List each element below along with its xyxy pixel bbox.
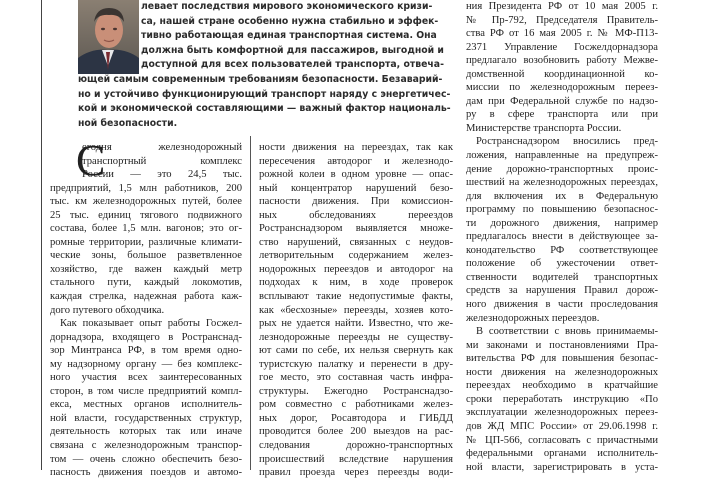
intro-line: ной безопасности. [78, 117, 178, 129]
text-line: летворительным содержанием желез- [259, 250, 453, 262]
text-line: ромные территории, различные климати- [50, 236, 242, 248]
text-line: дорнадзора, входящего в Ространснад- [50, 331, 242, 343]
intro-line: са, нашей стране особенно нужна стабильно и эффек- [141, 15, 439, 27]
text-line: пасность движения поездов и автомо- [50, 467, 242, 479]
text-line: положение об ужесточении ответ- [466, 258, 658, 270]
text-line: для включения их в Федеральную [466, 190, 658, 202]
text-line: Как показывает опыт работы Госжел- [60, 318, 242, 330]
column-divider-rule [250, 136, 251, 470]
text-line: транспортный комплекс [82, 155, 242, 167]
drop-cap-letter: С [76, 136, 106, 185]
text-line: стального пути, каждый локомотив, [50, 277, 242, 289]
text-line: средств за нарушения Правил дорож- [466, 285, 658, 297]
text-line: ство нарушений, связанных с неудов- [259, 236, 453, 248]
text-line: ческие зоны, большое разветвленное [50, 250, 242, 262]
text-line: том — очень сложно обеспечить безо- [50, 453, 242, 465]
text-line: ности движения на переездах, так как [259, 142, 453, 153]
text-line: рых не удается найти. Известно, что же- [259, 318, 453, 330]
text-line: ного участия всех заинтересованных [50, 372, 242, 384]
text-line: деятельность которых так или иначе [50, 426, 242, 438]
text-line: железнодорожных переездов. [466, 312, 600, 324]
intro-line: должна быть комфортной для пассажиров, выгодной и [141, 44, 444, 56]
text-line: дам при Федеральной службе по надзо- [466, 95, 658, 107]
text-line: ной власти, государственных структур, [50, 412, 242, 424]
text-line: предприятий, 1,5 млн работников, 200 [50, 182, 242, 194]
text-line: сторон, в том числе предприятий компл- [50, 385, 242, 397]
text-line: № ЦП-566, согласовать с причастными [466, 434, 658, 446]
text-line: подходах к ним, в ходе проверок [259, 277, 453, 289]
text-line: ми законами и постановлениями Пра- [466, 339, 658, 351]
text-line: переездах необходимо в кратчайшие [466, 380, 658, 392]
intro-line: ющей самым современным требованиям безопасности. Безаварий- [78, 73, 443, 85]
text-line: 2371 Управление Госжелдорнадзора [466, 41, 658, 53]
text-line: вительства РФ для повышения безопас- [466, 353, 658, 365]
text-line: хозяйство, где важен каждый метр [50, 263, 242, 275]
text-line: нодорожных переездов и автодорог на [259, 263, 453, 275]
text-line: пасности движения. При комиссион- [259, 196, 453, 208]
article-column-3 [466, 0, 658, 474]
text-line: структуры. Ежегодно Ространснадзо- [259, 385, 453, 397]
text-line: как «бесхозные» переезды, хозяев кото- [259, 304, 453, 316]
intro-line: доступной для всех пользователей транспорта, отвеча- [141, 59, 444, 71]
text-line: ственности водителей транспортных [466, 271, 658, 283]
text-line: сроки переработать инструкцию «По [466, 393, 658, 405]
text-line: дов ЖД МПС России» от 29.06.1998 г. [466, 420, 658, 432]
text-line: программу по повышению безопаснос- [466, 204, 658, 216]
text-line: ного движения в части проследования [466, 299, 658, 311]
text-line: рожной колеи в одном уровне — опас- [259, 169, 453, 181]
text-line: ют сами по себе, их нельзя свернуть как [259, 345, 453, 357]
text-line: проводится более 200 выездов на рас- [259, 426, 453, 438]
text-line: предлагалось внести в действующее за- [466, 231, 658, 243]
text-line: тыс. км железнодорожных путей, более [50, 196, 242, 208]
text-line: егодня железнодорожный [82, 142, 242, 153]
text-line: федеральными органами исполнитель- [466, 448, 658, 460]
text-line: ной власти, зарегистрировать в уста- [466, 461, 658, 473]
text-line: ности движения на железнодорожных [466, 366, 658, 378]
text-line: ложения, направленные на предупреж- [466, 150, 658, 162]
text-line: России — это 24,5 тыс. [82, 169, 242, 181]
article-column-2 [259, 141, 453, 480]
text-line: зор Минтранса РФ, в том время одно- [50, 345, 242, 357]
text-line: ния Президента РФ от 10 мая 2005 г. [466, 1, 658, 12]
text-line: следования дорожно-транспортных [259, 440, 453, 452]
text-line: шествий на железнодорожных переездах, [466, 177, 658, 189]
intro-line: тивно работающая единая транспортная система. Она [141, 30, 437, 42]
text-line: № Пр-792, Председателя Правитель- [466, 14, 658, 26]
text-line: домственной координационной ко- [466, 68, 658, 80]
text-line: предлагало возобновить работу Межве- [466, 55, 658, 67]
text-line: конодательство РФ соответствующее [466, 244, 658, 256]
text-line: состава, более 1,5 млн. вагонов; это ог- [50, 223, 242, 235]
intro-line: левает последствия мирового экономического кризи- [141, 1, 433, 12]
left-column-rule [41, 0, 42, 470]
text-line: правил проезда через переезды води- [259, 467, 453, 479]
text-line: Ространснадзором выявляется множе- [259, 223, 453, 235]
text-line: 25 тыс. единиц тягового подвижного [50, 209, 242, 221]
text-line: дение дорожно-транспортных проис- [466, 163, 658, 175]
text-line: му надзорному органу — без комплекс- [50, 358, 242, 370]
intro-line: но и устойчиво функционирующий транспорт наряду с энергетичес- [78, 88, 451, 100]
text-line: эксплуатации железнодорожных переез- [466, 407, 658, 419]
text-line: всплывают такие недопустимые факты, [259, 291, 453, 303]
text-line: каждая стрелка, надежная работа каж- [50, 291, 242, 303]
text-line: Министерстве транспорта России. [466, 122, 622, 134]
article-column-1 [50, 136, 242, 480]
text-line: Ространснадзором вносились пред- [476, 136, 658, 148]
text-line: пересечения автодорог и железнодо- [259, 155, 453, 167]
text-line: екса, местных органов исполнитель- [50, 399, 242, 411]
intro-line: кой и экономической составляющими — важный фактор националь- [78, 103, 451, 115]
text-line: ром совместно с работниками желез- [259, 399, 453, 411]
text-line: миссии по железнодорожным переез- [466, 82, 658, 94]
text-line: ти дорожного движения, например [466, 217, 658, 229]
text-line: связана с железнодорожным транспор- [50, 440, 242, 452]
text-line: ных дорог, Росавтодора и ГИБДД [259, 412, 453, 424]
text-line: ный концентратор нарушений безо- [259, 182, 453, 194]
text-line: ства РФ от 16 мая 2005 г. № МФ-П13- [466, 28, 658, 40]
text-line: В соответствии с вновь принимаемы- [476, 326, 658, 338]
text-line: ру в сфере транспорта или при [466, 109, 658, 121]
intro-lead-paragraph [78, 0, 456, 131]
text-line: туристскую палатку и перенести в дру- [259, 358, 453, 370]
text-line: лезнодорожные переезды не существу- [259, 331, 453, 343]
text-line: гое место, это составная часть инфра- [259, 372, 453, 384]
text-line: происшествий вследствие нарушения [259, 453, 453, 465]
text-line: ных обследованиях переездов [259, 209, 453, 221]
text-line: дого путевого обходчика. [50, 304, 165, 316]
